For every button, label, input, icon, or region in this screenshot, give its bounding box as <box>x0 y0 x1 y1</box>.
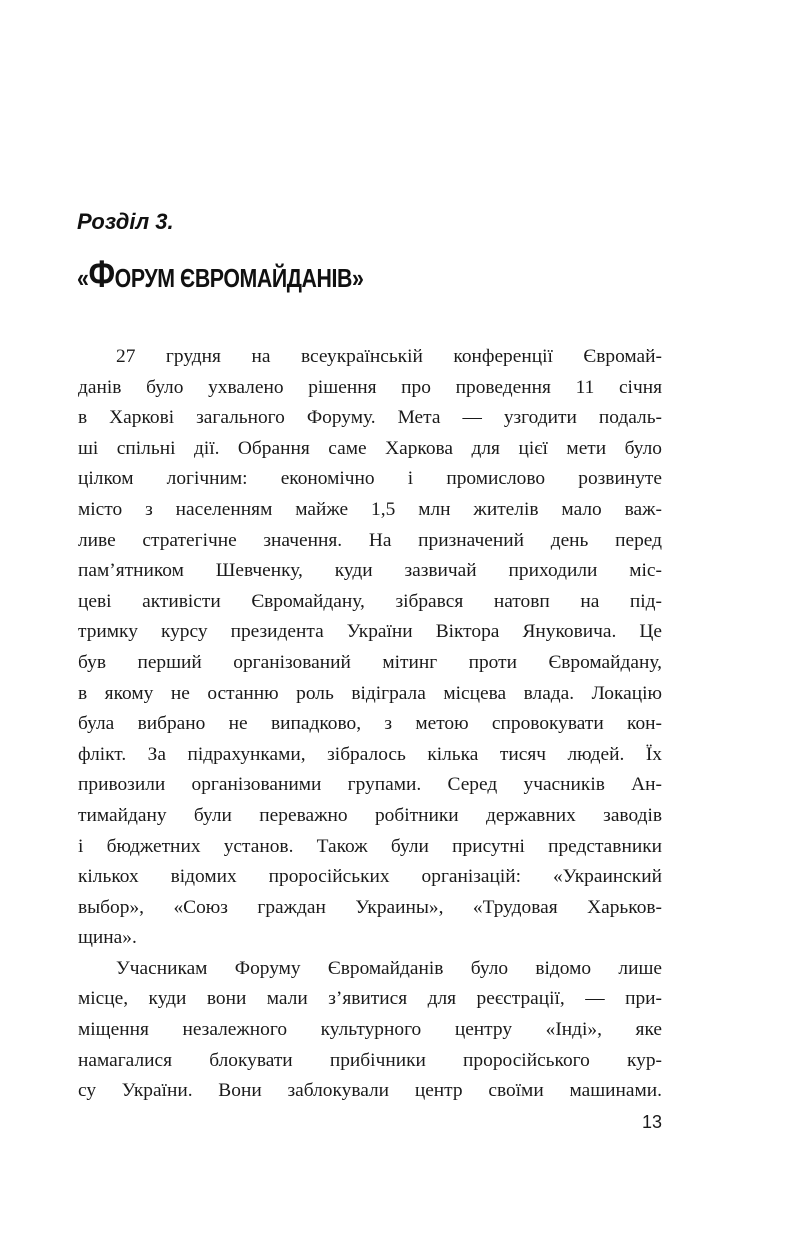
text-line: міщення незалежного культурного центру «Інді», яке <box>78 1019 662 1041</box>
text-line: була вибрано не випадково, з метою спровокувати кон- <box>78 713 662 735</box>
text-line: Учасникам Форуму Євромайданів було відомо лише <box>116 957 662 979</box>
text-line: в Харкові загального Форуму. Мета — узгодити подаль- <box>78 407 662 429</box>
page-number: 13 <box>641 1112 662 1132</box>
text-line: намагалися блокувати прибічники проросійського кур- <box>78 1049 662 1071</box>
text-line: привозили організованими групами. Серед учасників Ан- <box>78 774 662 796</box>
title-initial: Ф <box>88 254 115 296</box>
chapter-title <box>77 250 363 303</box>
text-line: ші спільні дії. Обрання саме Харкова для цієї мети було <box>78 437 662 459</box>
text-line: щина». <box>78 927 137 949</box>
text-line: 27 грудня на всеукраїнській конференції Євромай- <box>116 346 662 367</box>
text-line: цеві активісти Євромайдану, зібрався натовп на під- <box>78 590 662 612</box>
title-open-quote: « <box>77 263 89 293</box>
paragraph-1 <box>78 342 662 954</box>
text-line: місце, куди вони мали з’явитися для реєстрації, — при- <box>78 988 662 1010</box>
text-line: ливе стратегічне значення. На призначений день перед <box>78 529 662 551</box>
text-line: місто з населенням майже 1,5 млн жителів мало важ- <box>78 498 662 520</box>
text-line: тимайдану були переважно робітники державних заводів <box>78 804 662 826</box>
text-line: пам’ятником Шевченку, куди зазвичай приходили міс- <box>78 560 662 582</box>
text-line: тримку курсу президента України Віктора Януковича. Це <box>78 621 662 643</box>
text-line: в якому не останню роль відіграла місцева влада. Локацію <box>78 682 662 704</box>
text-line: выбор», «Союз граждан Украины», «Трудовая Харьков- <box>78 896 662 918</box>
body-text <box>78 342 662 1107</box>
text-line: флікт. За підрахунками, зібралось кілька тисяч людей. Їх <box>78 743 662 765</box>
text-line: кількох відомих проросійських організацій: «Украинский <box>78 866 662 888</box>
title-rest: ОРУМ ЄВРОМАЙДАНІВ» <box>114 263 364 293</box>
text-line: цілком логічним: економічно і промислово розвинуте <box>78 468 662 490</box>
text-line: був перший організований мітинг проти Євромайдану, <box>78 651 662 673</box>
chapter-label: Розділ 3. <box>77 209 174 234</box>
text-line: су України. Вони заблокували центр своїми машинами. <box>78 1080 662 1102</box>
text-line: данів було ухвалено рішення про проведення 11 січня <box>78 376 662 398</box>
paragraph-2 <box>78 954 662 1107</box>
text-line: і бюджетних установ. Також були присутні представники <box>78 835 662 857</box>
